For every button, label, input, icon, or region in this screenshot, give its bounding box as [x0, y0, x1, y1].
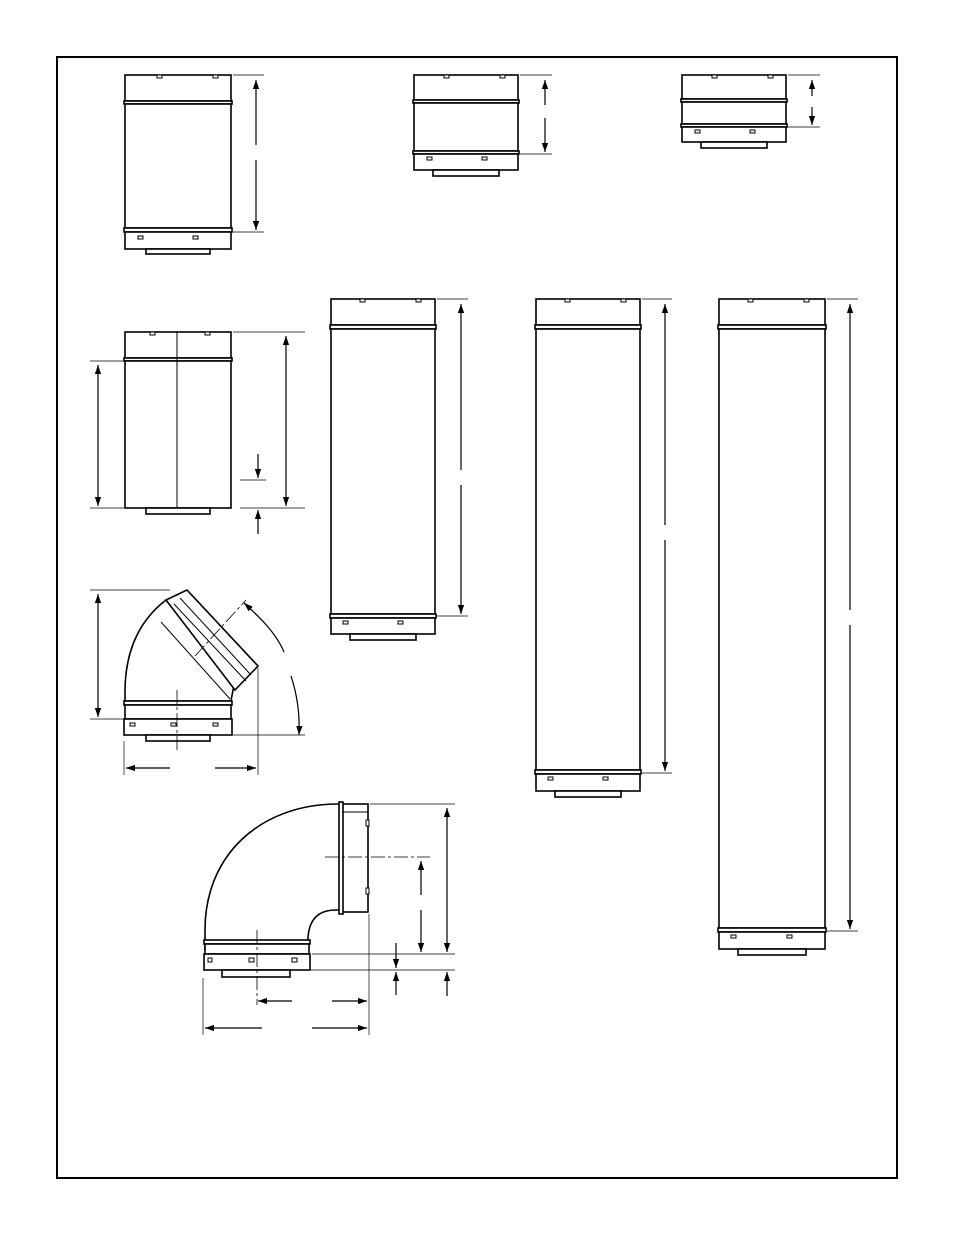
adjustable-section: [90, 332, 305, 534]
straight-section-short: [413, 75, 552, 176]
elbow-90: [203, 802, 455, 1035]
straight-section-long: [330, 299, 468, 640]
straight-section-longest: [718, 299, 858, 955]
elbow-45: [90, 590, 305, 775]
straight-section-medium: [124, 75, 264, 254]
straight-section-shortest: [681, 75, 820, 148]
straight-section-longer: [535, 299, 672, 797]
